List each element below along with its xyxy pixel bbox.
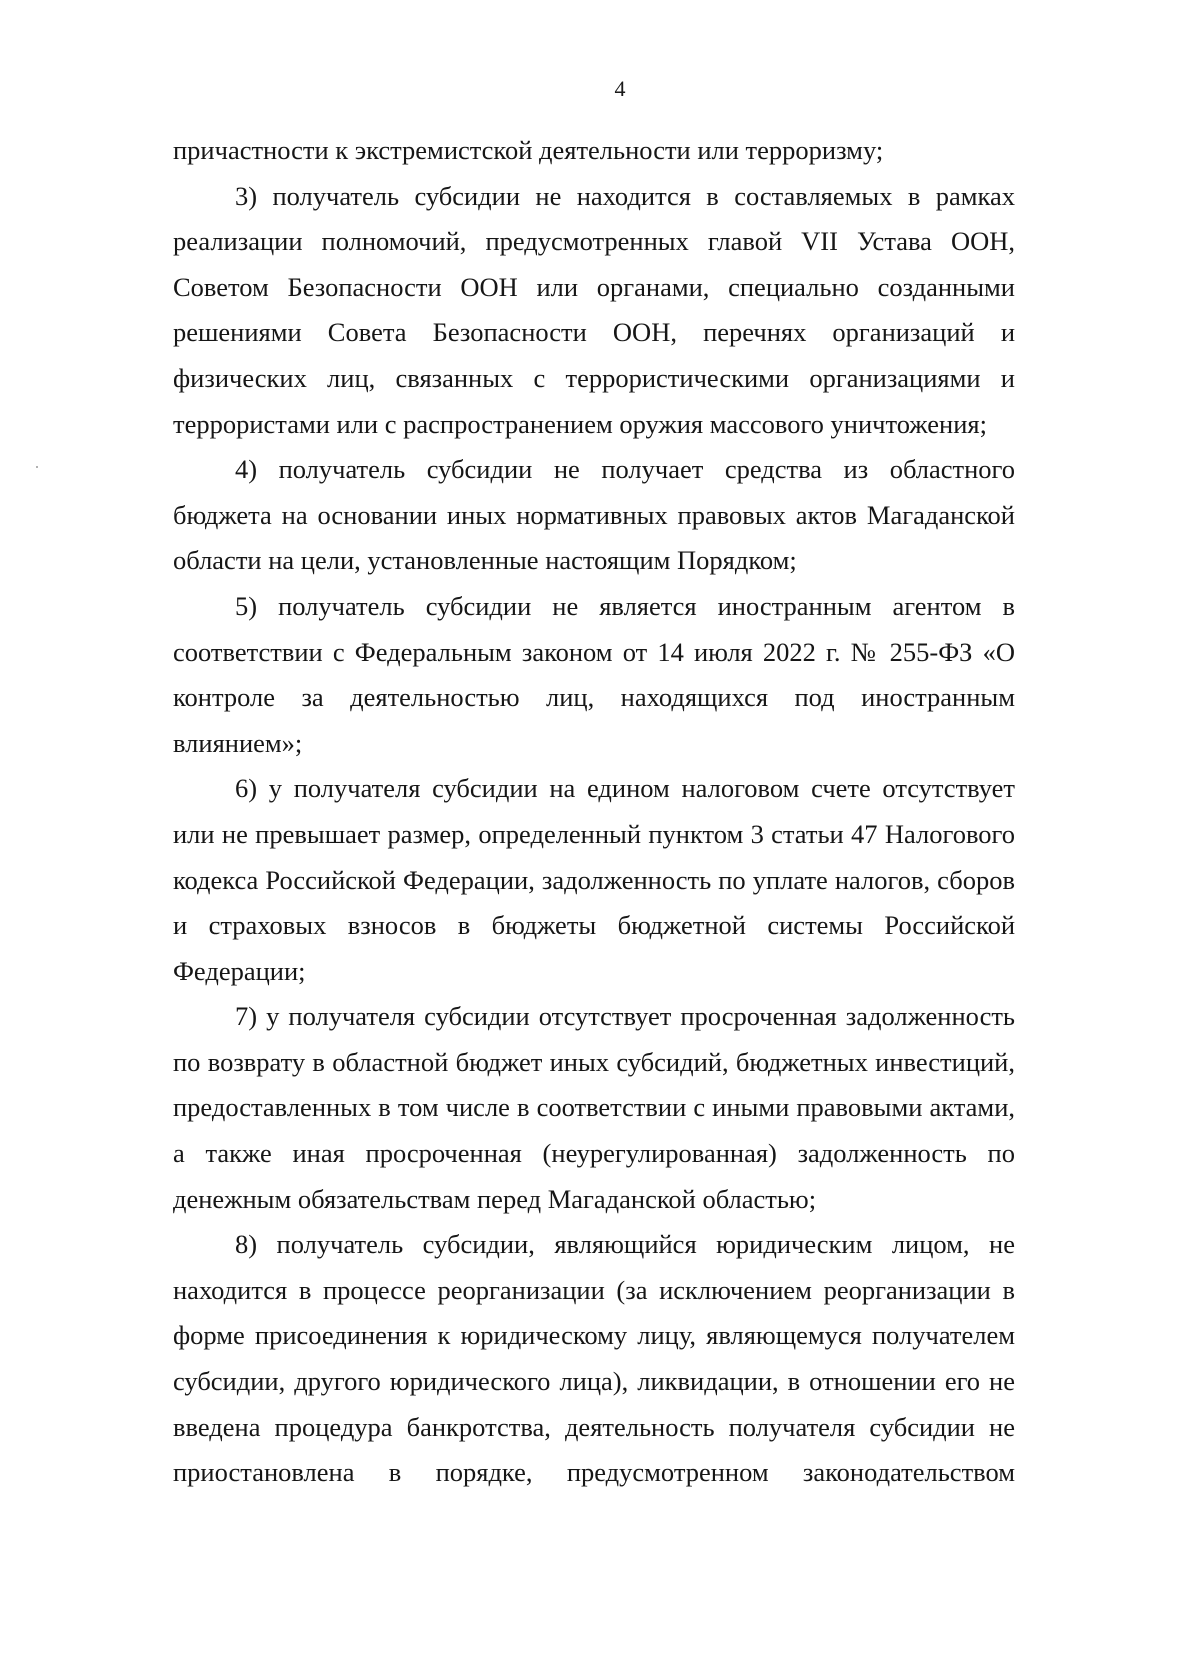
paragraph-item-5: 5) получатель субсидии не является иностранным агентом в соответствии с Федеральным законом от 14 июля 2022 г. № 255-ФЗ «О контроле за деятельностью лиц, находящихся под иностранным влиянием»; <box>173 590 1015 758</box>
paragraph-continuation: причастности к экстремистской деятельности или терроризму; <box>173 135 884 165</box>
paragraph-item-6: 6) у получателя субсидии на едином налоговом счете отсутствует или не превышает размер, определенный пунктом 3 статьи 47 Налогового кодекса Российской Федерации, задолженность по уплате налогов, сборов и страховых взносов в бюджеты бюджетной системы Российской Федерации; <box>173 773 1015 986</box>
paragraph-item-8: 8) получатель субсидии, являющийся юридическим лицом, не находится в процессе реорганизации (за исключением реорганизации в форме присоединения к юридическому лицу, являющемуся получателем субсидии, другого юридического лица), ликвидации, в отношении его не введена процедура банкротства, деятельность получателя субсидии не приостановлена в порядке, предусмотренном законодательством <box>173 1229 1015 1488</box>
document-body <box>173 128 1015 1496</box>
scan-speck <box>36 466 38 468</box>
paragraph-item-7: 7) у получателя субсидии отсутствует просроченная задолженность по возврату в областной бюджет иных субсидий, бюджетных инвестиций, предоставленных в том числе в соответствии с иными правовыми актами, а также иная просроченная (неурегулированная) задолженность по денежным обязательствам перед Магаданской областью; <box>173 1001 1015 1214</box>
paragraph-item-4: 4) получатель субсидии не получает средства из областного бюджета на основании иных нормативных правовых актов Магаданской области на цели, установленные настоящим Порядком; <box>173 454 1015 576</box>
paragraph-item-3: 3) получатель субсидии не находится в составляемых в рамках реализации полномочий, предусмотренных главой VII Устава ООН, Советом Безопасности ООН или органами, специально созданными решениями Совета Безопасности ООН, перечнях организаций и физических лиц, связанных с террористическими организациями и террористами или с распространением оружия массового уничтожения; <box>173 180 1015 439</box>
page-number: 4 <box>614 76 626 101</box>
